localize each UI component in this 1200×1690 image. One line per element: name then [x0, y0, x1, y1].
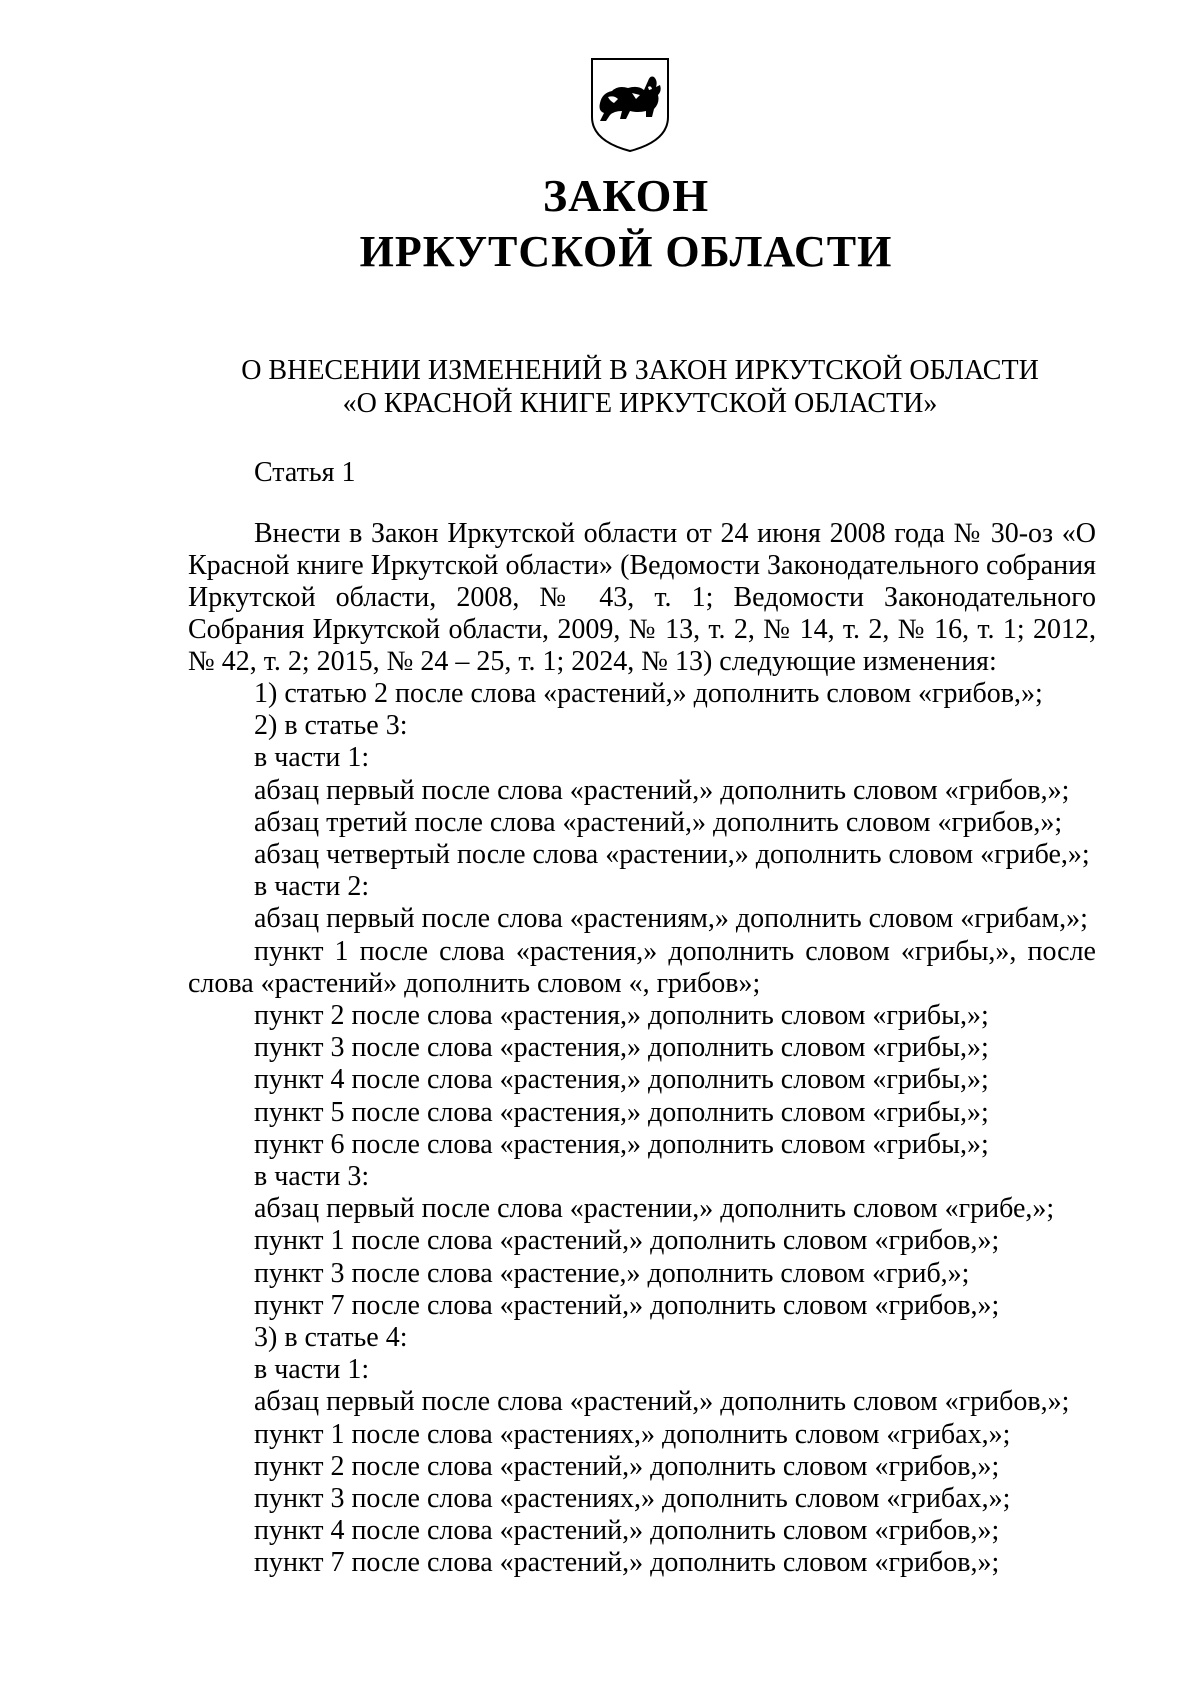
list-item: пункт 2 после слова «растения,» дополнить словом «грибы,»;	[254, 1000, 989, 1032]
article-label: Статья 1	[254, 457, 356, 488]
list-item: в части 1:	[254, 742, 370, 774]
list-item: абзац первый после слова «растений,» дополнить словом «грибов,»;	[254, 774, 1070, 806]
law-heading	[140, 354, 1140, 420]
document-subtitle: ИРКУТСКОЙ ОБЛАСТИ	[359, 227, 893, 276]
list-item: пункт 6 после слова «растения,» дополнить словом «грибы,»;	[254, 1128, 989, 1160]
list-item: пункт 3 после слова «растениях,» дополнить словом «грибах,»;	[254, 1483, 1011, 1515]
irkutsk-coat-of-arms-icon	[588, 55, 672, 155]
list-item: абзац первый после слова «растениям,» дополнить словом «грибам,»;	[254, 903, 1088, 935]
list-item: пункт 5 после слова «растения,» дополнить словом «грибы,»;	[254, 1096, 989, 1128]
list-item: абзац первый после слова «растении,» дополнить словом «грибе,»;	[254, 1193, 1055, 1225]
list-item: 1) статью 2 после слова «растений,» дополнить словом «грибов,»;	[254, 678, 1043, 709]
list-item: в части 1:	[254, 1354, 370, 1386]
list-item: пункт 1 после слова «растения,» дополнить словом «грибы,», после слова «растений» дополнить словом «, грибов»;	[188, 935, 1096, 999]
law-heading-line: «О КРАСНОЙ КНИГЕ ИРКУТСКОЙ ОБЛАСТИ»	[342, 388, 938, 419]
intro-paragraph: Внести в Закон Иркутской области от 24 июня 2008 года № 30-оз «О Красной книге Иркутской области» (Ведомости Законодательного собрания Иркутской области, 2008, № 43, т. 1; Ведомости Законодательного Собрания Иркутской области, 2009, № 13, т. 2, № 14, т. 2, № 16, т. 1; 2012, № 42, т. 2; 2015, № 24 – 25, т. 1; 2024, № 13) следующие изменения:	[188, 518, 1096, 677]
list-item: абзац третий после слова «растений,» дополнить словом «грибов,»;	[254, 806, 1063, 838]
list-item: пункт 7 после слова «растений,» дополнить словом «грибов,»;	[254, 1547, 1000, 1579]
list-item: пункт 7 после слова «растений,» дополнить словом «грибов,»;	[254, 1289, 1000, 1321]
amendment-list	[188, 678, 1096, 1580]
list-item: пункт 4 после слова «растения,» дополнить словом «грибы,»;	[254, 1064, 989, 1096]
list-item: пункт 3 после слова «растения,» дополнить словом «грибы,»;	[254, 1032, 989, 1064]
document-title: ЗАКОН	[542, 170, 710, 221]
list-item: абзац четвертый после слова «растении,» дополнить словом «грибе,»;	[254, 839, 1090, 871]
list-item: абзац первый после слова «растений,» дополнить словом «грибов,»;	[254, 1386, 1070, 1418]
law-heading-line: О ВНЕСЕНИИ ИЗМЕНЕНИЙ В ЗАКОН ИРКУТСКОЙ ОБЛАСТИ	[241, 355, 1039, 386]
list-item: пункт 2 после слова «растений,» дополнить словом «грибов,»;	[254, 1450, 1000, 1482]
list-item: 2) в статье 3:	[254, 710, 408, 742]
list-item: пункт 3 после слова «растение,» дополнить словом «гриб,»;	[254, 1257, 970, 1289]
list-item: пункт 4 после слова «растений,» дополнить словом «грибов,»;	[254, 1515, 1000, 1547]
article-intro	[188, 518, 1096, 678]
list-item: пункт 1 после слова «растениях,» дополнить словом «грибах,»;	[254, 1418, 1011, 1450]
list-item: 3) в статье 4:	[254, 1322, 408, 1354]
list-item: в части 3:	[254, 1161, 370, 1193]
list-item: пункт 1 после слова «растений,» дополнить словом «грибов,»;	[254, 1225, 1000, 1257]
list-item: в части 2:	[254, 871, 370, 903]
